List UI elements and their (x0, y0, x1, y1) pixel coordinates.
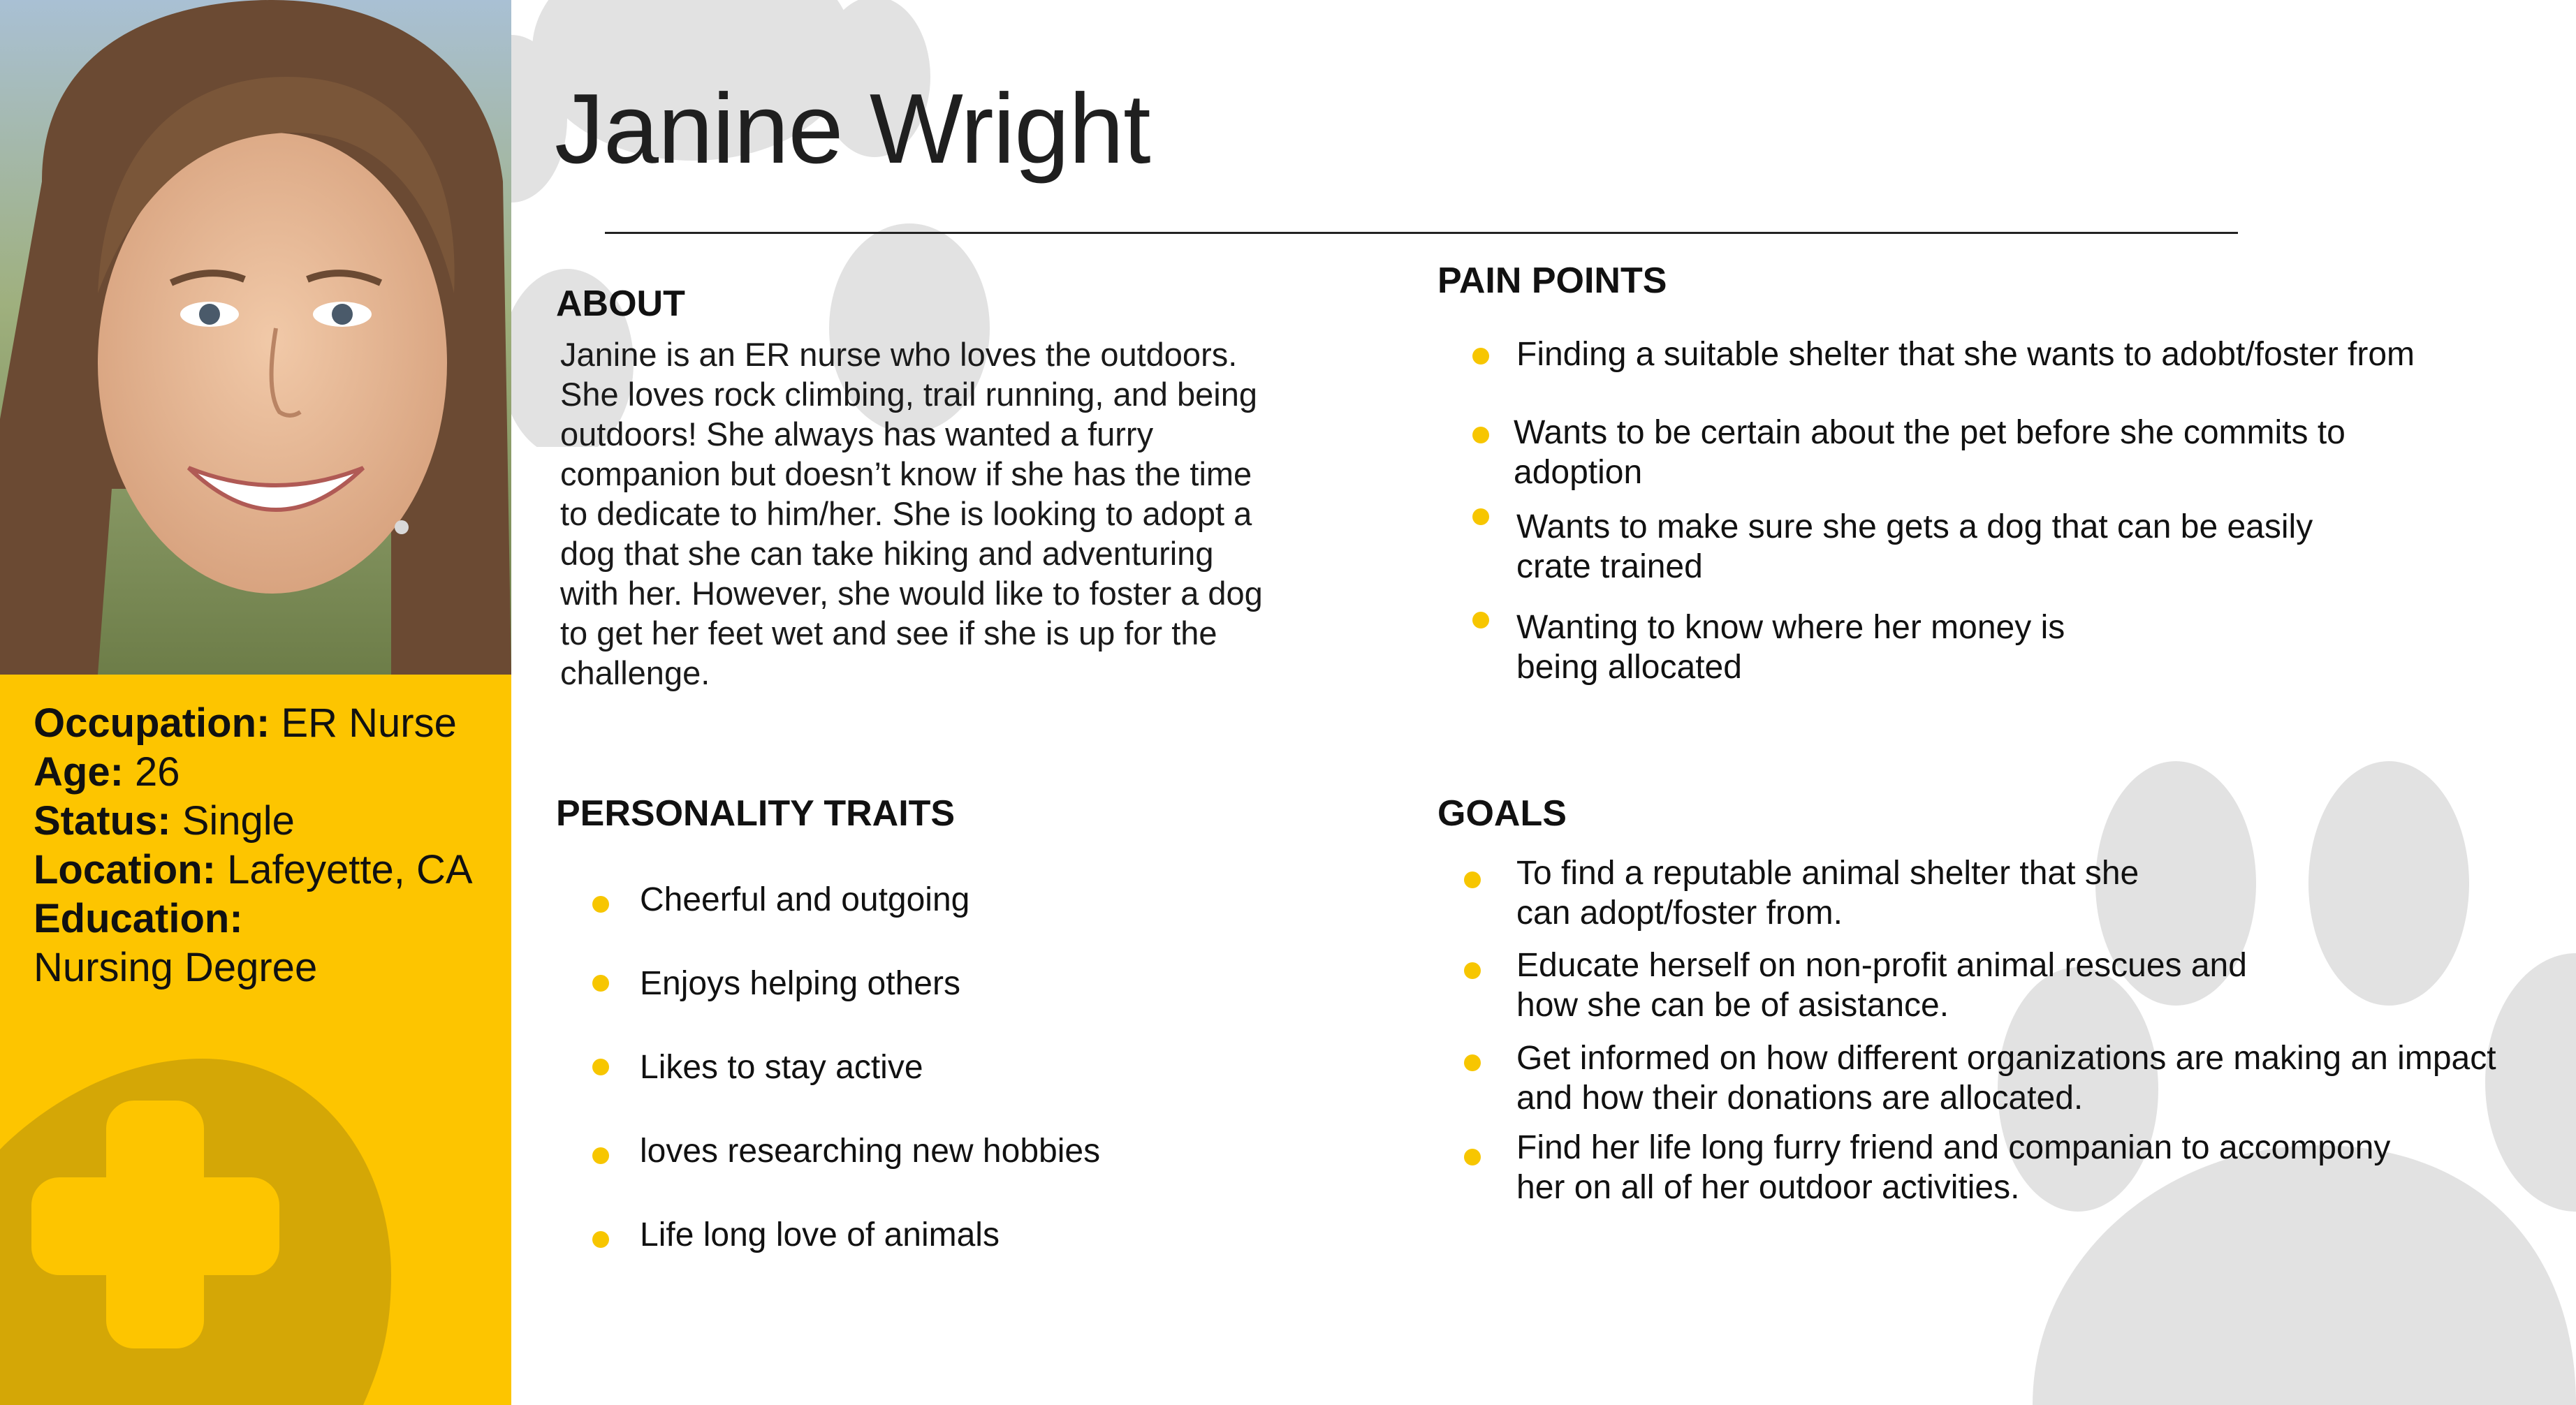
about-line: to dedicate to him/her. She is looking to adopt a (560, 495, 1252, 532)
about-line: dog that she can take hiking and adventuring (560, 535, 1214, 572)
education-label: Education: (34, 896, 243, 941)
persona-portrait-illustration (0, 0, 511, 675)
trait-item: Cheerful and outgoing (640, 881, 970, 918)
location-label: Location: (34, 847, 216, 892)
pain-point-bullet (1472, 612, 1489, 628)
pain-point-item (1516, 507, 2313, 587)
goal-line: To find a reputable animal shelter that she (1516, 855, 2139, 892)
pain-point-line: Wanting to know where her money is (1516, 609, 2065, 646)
age-value: 26 (135, 749, 180, 795)
goal-bullet (1464, 1149, 1481, 1165)
trait-item: loves researching new hobbies (640, 1133, 1101, 1170)
about-line: with her. However, she would like to foster a dog (560, 575, 1263, 612)
trait-bullet (592, 896, 609, 913)
personality-traits-heading: PERSONALITY TRAITS (556, 793, 956, 834)
location-detail (34, 846, 473, 895)
goal-item (1516, 1128, 2390, 1207)
goal-bullet (1464, 871, 1481, 888)
goal-bullet (1464, 962, 1481, 979)
goal-line: how she can be of asistance. (1516, 987, 1949, 1024)
education-detail (34, 895, 243, 943)
goal-line: Find her life long furry friend and companian to accompony (1516, 1129, 2391, 1166)
about-heading: ABOUT (556, 284, 685, 324)
goal-item (1516, 853, 2139, 933)
about-line: challenge. (560, 654, 710, 691)
persona-photo (0, 0, 511, 675)
pain-point-line: Finding a suitable shelter that she wants to adobt/foster from (1516, 336, 2415, 373)
pain-point-line: crate trained (1516, 548, 1703, 585)
goal-line: Get informed on how different organizations are making an impact (1516, 1040, 2496, 1077)
about-text (560, 334, 1335, 693)
pain-point-line: Wants to make sure she gets a dog that can be easily (1516, 508, 2313, 545)
about-line: Janine is an ER nurse who loves the outdoors. (560, 336, 1238, 373)
goal-item (1516, 946, 2247, 1025)
goals-heading: GOALS (1437, 793, 1567, 834)
medical-cross-icon (0, 1045, 511, 1405)
occupation-value: ER Nurse (281, 700, 457, 746)
persona-details-panel (0, 675, 511, 1405)
about-line: outdoors! She always has wanted a furry (560, 415, 1154, 453)
goal-line: Educate herself on non-profit animal rescues and (1516, 947, 2247, 984)
education-value: Nursing Degree (34, 945, 318, 990)
pain-point-item (1516, 608, 2065, 687)
trait-item: Likes to stay active (640, 1049, 923, 1086)
goal-line: and how their donations are allocated. (1516, 1080, 2084, 1117)
pain-point-bullet (1472, 348, 1489, 365)
occupation-label: Occupation: (34, 700, 270, 746)
age-label: Age: (34, 749, 124, 795)
pain-points-heading: PAIN POINTS (1437, 260, 1667, 301)
persona-sidebar (0, 0, 511, 1405)
pain-point-bullet (1472, 427, 1489, 443)
occupation-detail (34, 699, 457, 748)
status-detail (34, 797, 295, 846)
trait-bullet (592, 1147, 609, 1164)
location-value: Lafeyette, CA (227, 847, 473, 892)
goal-line: can adopt/foster from. (1516, 895, 1843, 932)
trait-bullet (592, 1059, 609, 1075)
status-label: Status: (34, 798, 171, 844)
pain-point-line: being allocated (1516, 649, 1742, 686)
trait-item: Life long love of animals (640, 1216, 1000, 1253)
goal-bullet (1464, 1054, 1481, 1071)
pain-point-line: adoption (1514, 454, 1643, 491)
about-line: She loves rock climbing, trail running, and being (560, 376, 1257, 413)
title-divider (605, 232, 2238, 234)
about-line: companion but doesn’t know if she has the time (560, 455, 1252, 492)
pain-point-line: Wants to be certain about the pet before she commits to (1514, 414, 2346, 451)
trait-bullet (592, 975, 609, 992)
about-line: to get her feet wet and see if she is up for the (560, 615, 1217, 652)
status-value: Single (182, 798, 295, 844)
pain-point-item (1514, 413, 2346, 492)
persona-name: Janine Wright (555, 73, 1150, 184)
age-detail (34, 748, 180, 797)
trait-bullet (592, 1231, 609, 1248)
pain-point-bullet (1472, 508, 1489, 525)
trait-item: Enjoys helping others (640, 965, 960, 1002)
pain-point-item (1516, 334, 2415, 374)
goal-item (1516, 1038, 2496, 1118)
goal-line: her on all of her outdoor activities. (1516, 1169, 2020, 1206)
